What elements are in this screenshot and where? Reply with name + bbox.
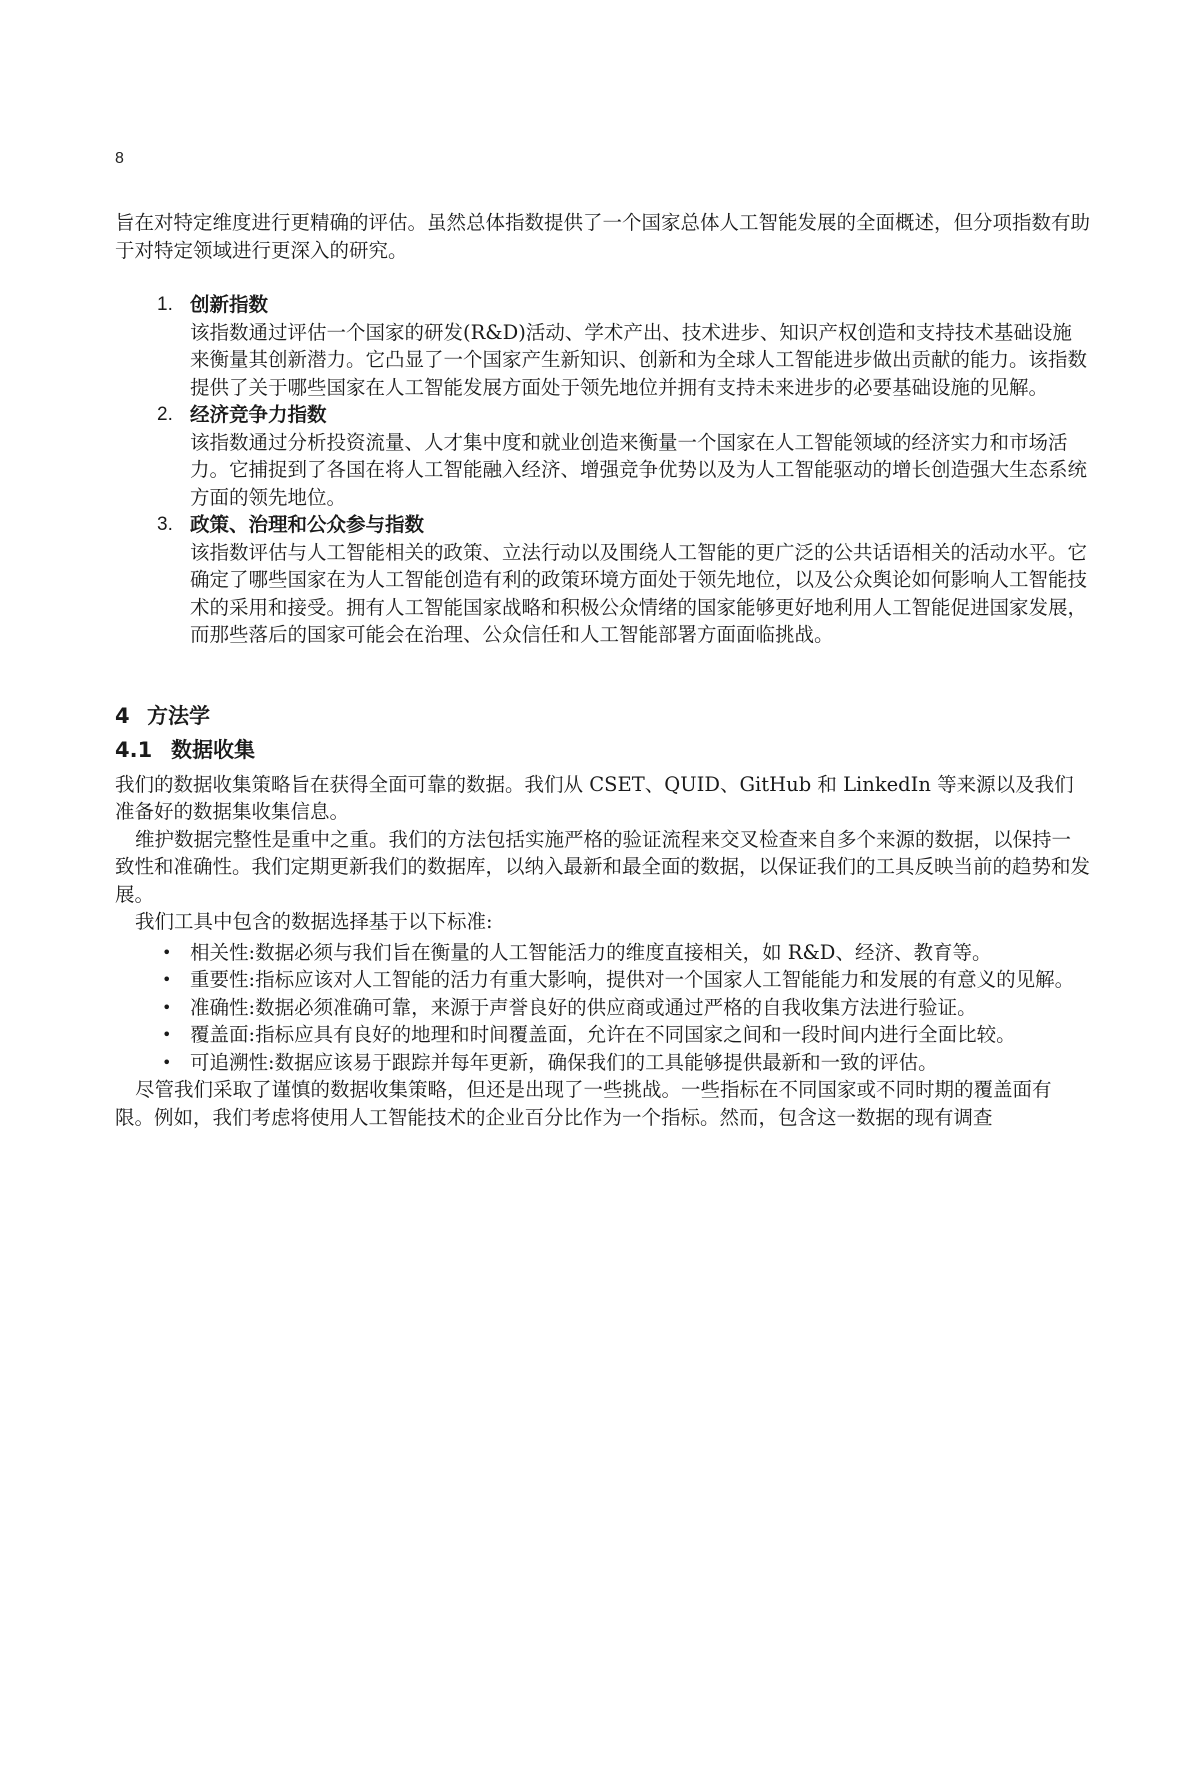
- sub-index-title: 经济竞争力指数: [190, 403, 327, 426]
- criteria-item-traceability: [115, 1049, 1090, 1077]
- sub-index-title: 政策、治理和公众参与指数: [190, 513, 425, 536]
- criteria-item-relevance: [115, 939, 1090, 967]
- sub-index-description: 该指数通过分析投资流量、人才集中度和就业创造来衡量一个国家在人工智能领域的经济实力和市场活力。它捕捉到了各国在将人工智能融入经济、增强竞争优势以及为人工智能驱动的增长创造强大生态系统方面的领先地位。: [190, 430, 1088, 509]
- criteria-text: 重要性:指标应该对人工智能的活力有重大影响，提供对一个国家人工智能能力和发展的有意义的见解。: [190, 968, 1075, 991]
- paragraph-data-sources: 我们的数据收集策略旨在获得全面可靠的数据。我们从 CSET、QUID、GitHub 和 LinkedIn 等来源以及我们准备好的数据集收集信息。: [115, 772, 1074, 823]
- section-title: 方法学: [147, 703, 210, 728]
- bullet-icon: •: [162, 997, 172, 1017]
- subsection-heading: [115, 735, 1090, 765]
- criteria-text: 相关性:数据必须与我们旨在衡量的人工智能活力的维度直接相关，如 R&D、经济、教育等。: [190, 940, 992, 964]
- sub-index-item-economic-competitiveness: [115, 401, 1090, 511]
- sub-index-description: 该指数评估与人工智能相关的政策、立法行动以及围绕人工智能的更广泛的公共话语相关的活动水平。它确定了哪些国家在为人工智能创造有利的政策环境方面处于领先地位，以及公众舆论如何影响人工智能技术的采用和接受。拥有人工智能国家战略和积极公众情绪的国家能够更好地利用人工智能促进国家发展，而那些落后的国家可能会在治理、公众信任和人工智能部署方面面临挑战。: [190, 540, 1088, 646]
- list-number: 1.: [157, 294, 173, 315]
- page-number: 8: [115, 150, 124, 167]
- sub-index-description: 该指数通过评估一个国家的研发(R&D)活动、学术产出、技术进步、知识产权创造和支持技术基础设施来衡量其创新潜力。它凸显了一个国家产生新知识、创新和为全球人工智能进步做出贡献的能力。该指数提供了关于哪些国家在人工智能发展方面处于领先地位并拥有支持未来进步的必要基础设施的见解。: [190, 320, 1088, 399]
- paragraph-data-integrity: 维护数据完整性是重中之重。我们的方法包括实施严格的验证流程来交叉检查来自多个来源的数据，以保持一致性和准确性。我们定期更新我们的数据库，以纳入最新和最全面的数据，以保证我们的工具反映当前的趋势和发展。: [115, 827, 1091, 906]
- criteria-item-accuracy: [115, 994, 1090, 1022]
- criteria-text: 覆盖面:指标应具有良好的地理和时间覆盖面，允许在不同国家之间和一段时间内进行全面比较。: [190, 1023, 1016, 1046]
- bullet-icon: •: [162, 942, 172, 962]
- list-number: 3.: [157, 514, 173, 535]
- list-number: 2.: [157, 404, 173, 425]
- subsection-number: 4.1: [115, 737, 153, 762]
- criteria-item-coverage: [115, 1021, 1090, 1049]
- bullet-icon: •: [162, 970, 172, 989]
- paragraph-challenges: 尽管我们采取了谨慎的数据收集策略，但还是出现了一些挑战。一些指标在不同国家或不同时期的覆盖面有限。例如，我们考虑将使用人工智能技术的企业百分比作为一个指标。然而，包含这一数据的现有调查: [115, 1078, 1052, 1129]
- page-content: [115, 209, 1090, 1131]
- paragraph-criteria-intro: 我们工具中包含的数据选择基于以下标准:: [135, 910, 493, 933]
- sub-index-list: [115, 291, 1090, 649]
- criteria-text: 可追溯性:数据应该易于跟踪并每年更新，确保我们的工具能够提供最新和一致的评估。: [190, 1050, 938, 1074]
- sub-index-item-innovation: [115, 291, 1090, 401]
- subsection-title: 数据收集: [171, 737, 255, 762]
- criteria-text: 准确性:数据必须准确可靠，来源于声誉良好的供应商或通过严格的自我收集方法进行验证。: [190, 995, 977, 1019]
- bullet-icon: •: [162, 1025, 172, 1044]
- sub-index-title: 创新指数: [190, 293, 269, 316]
- section-number: 4: [115, 703, 130, 728]
- bullet-icon: •: [162, 1052, 172, 1072]
- sub-index-item-policy-governance: [115, 511, 1090, 649]
- section-heading: [115, 701, 1090, 731]
- criteria-list: [115, 939, 1090, 1077]
- intro-paragraph: 旨在对特定维度进行更精确的评估。虽然总体指数提供了一个国家总体人工智能发展的全面概述，但分项指数有助于对特定领域进行更深入的研究。: [115, 211, 1091, 262]
- criteria-item-significance: [115, 966, 1090, 994]
